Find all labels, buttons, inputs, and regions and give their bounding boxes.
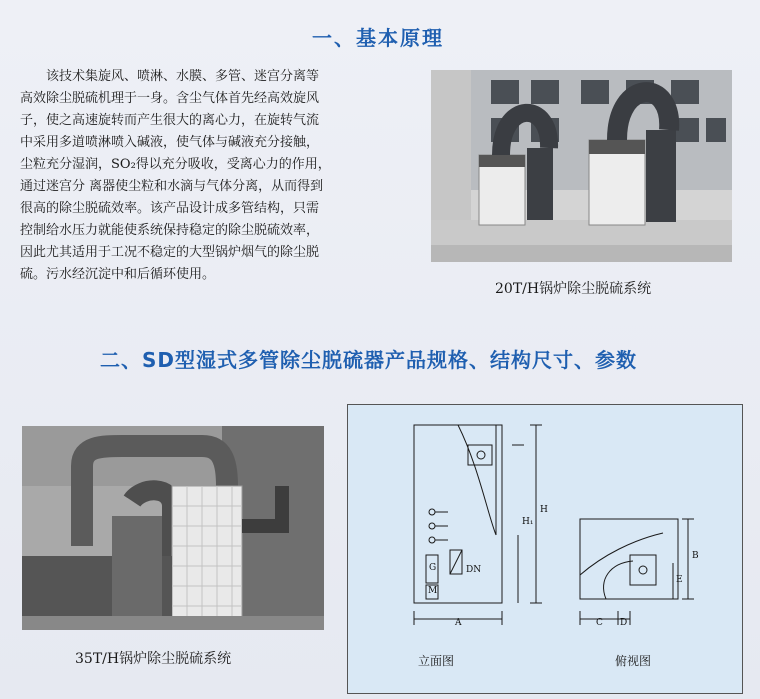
dim-C: C	[596, 618, 603, 628]
intro-line: 控制给水压力就能使系统保持稳定的除尘脱硫效率，	[20, 223, 320, 238]
intro-line: 该技术集旋风、喷淋、水膜、多管、迷宫分离等	[46, 69, 320, 84]
intro-line: 尘粒充分湿润，SO₂得以充分吸收，受离心力的作用，	[20, 157, 331, 172]
dim-DN: DN	[466, 565, 482, 575]
dim-E: E	[676, 575, 683, 585]
dim-G: G	[429, 563, 437, 573]
intro-line: 中采用多道喷淋喷入碱液，使气体与碱液充分接触，	[20, 135, 320, 150]
intro-paragraph	[20, 66, 408, 286]
plan-view-label: 俯视图	[615, 654, 652, 668]
photo-20th-boiler-system	[431, 70, 732, 262]
intro-line: 子，使之高速旋转而产生很大的离心力，在旋转气流	[20, 113, 320, 128]
section1-heading: 一、基本原理	[312, 26, 444, 50]
elevation-view-label: 立面图	[418, 654, 455, 668]
intro-line: 因此尤其适用于工况不稳定的大型锅炉烟气的除尘脱	[20, 245, 320, 260]
intro-line: 很高的除尘脱硫效率。该产品设计成多管结构，只需	[20, 201, 320, 216]
photo2-caption: 35T/H锅炉除尘脱硫系统	[75, 651, 232, 667]
dim-M: M	[428, 586, 438, 596]
photo-35th-boiler-system	[22, 426, 324, 630]
dim-A: A	[455, 618, 462, 628]
photo1-caption: 20T/H锅炉除尘脱硫系统	[495, 281, 652, 297]
dim-D: D	[620, 618, 628, 628]
technical-drawing-panel	[347, 404, 743, 694]
dim-H: H	[540, 505, 548, 515]
section2-heading: 二、SD型湿式多管除尘脱硫器产品规格、结构尺寸、参数	[100, 348, 638, 372]
dim-B: B	[692, 551, 699, 561]
intro-line: 高效除尘脱硫机理于一身。含尘气体首先经高效旋风	[20, 91, 320, 106]
dim-H1: H₁	[522, 517, 534, 527]
intro-line: 通过迷宫分 离器使尘粒和水滴与气体分离，从而得到	[20, 179, 324, 194]
intro-line: 硫。污水经沉淀中和后循环使用。	[20, 267, 216, 282]
